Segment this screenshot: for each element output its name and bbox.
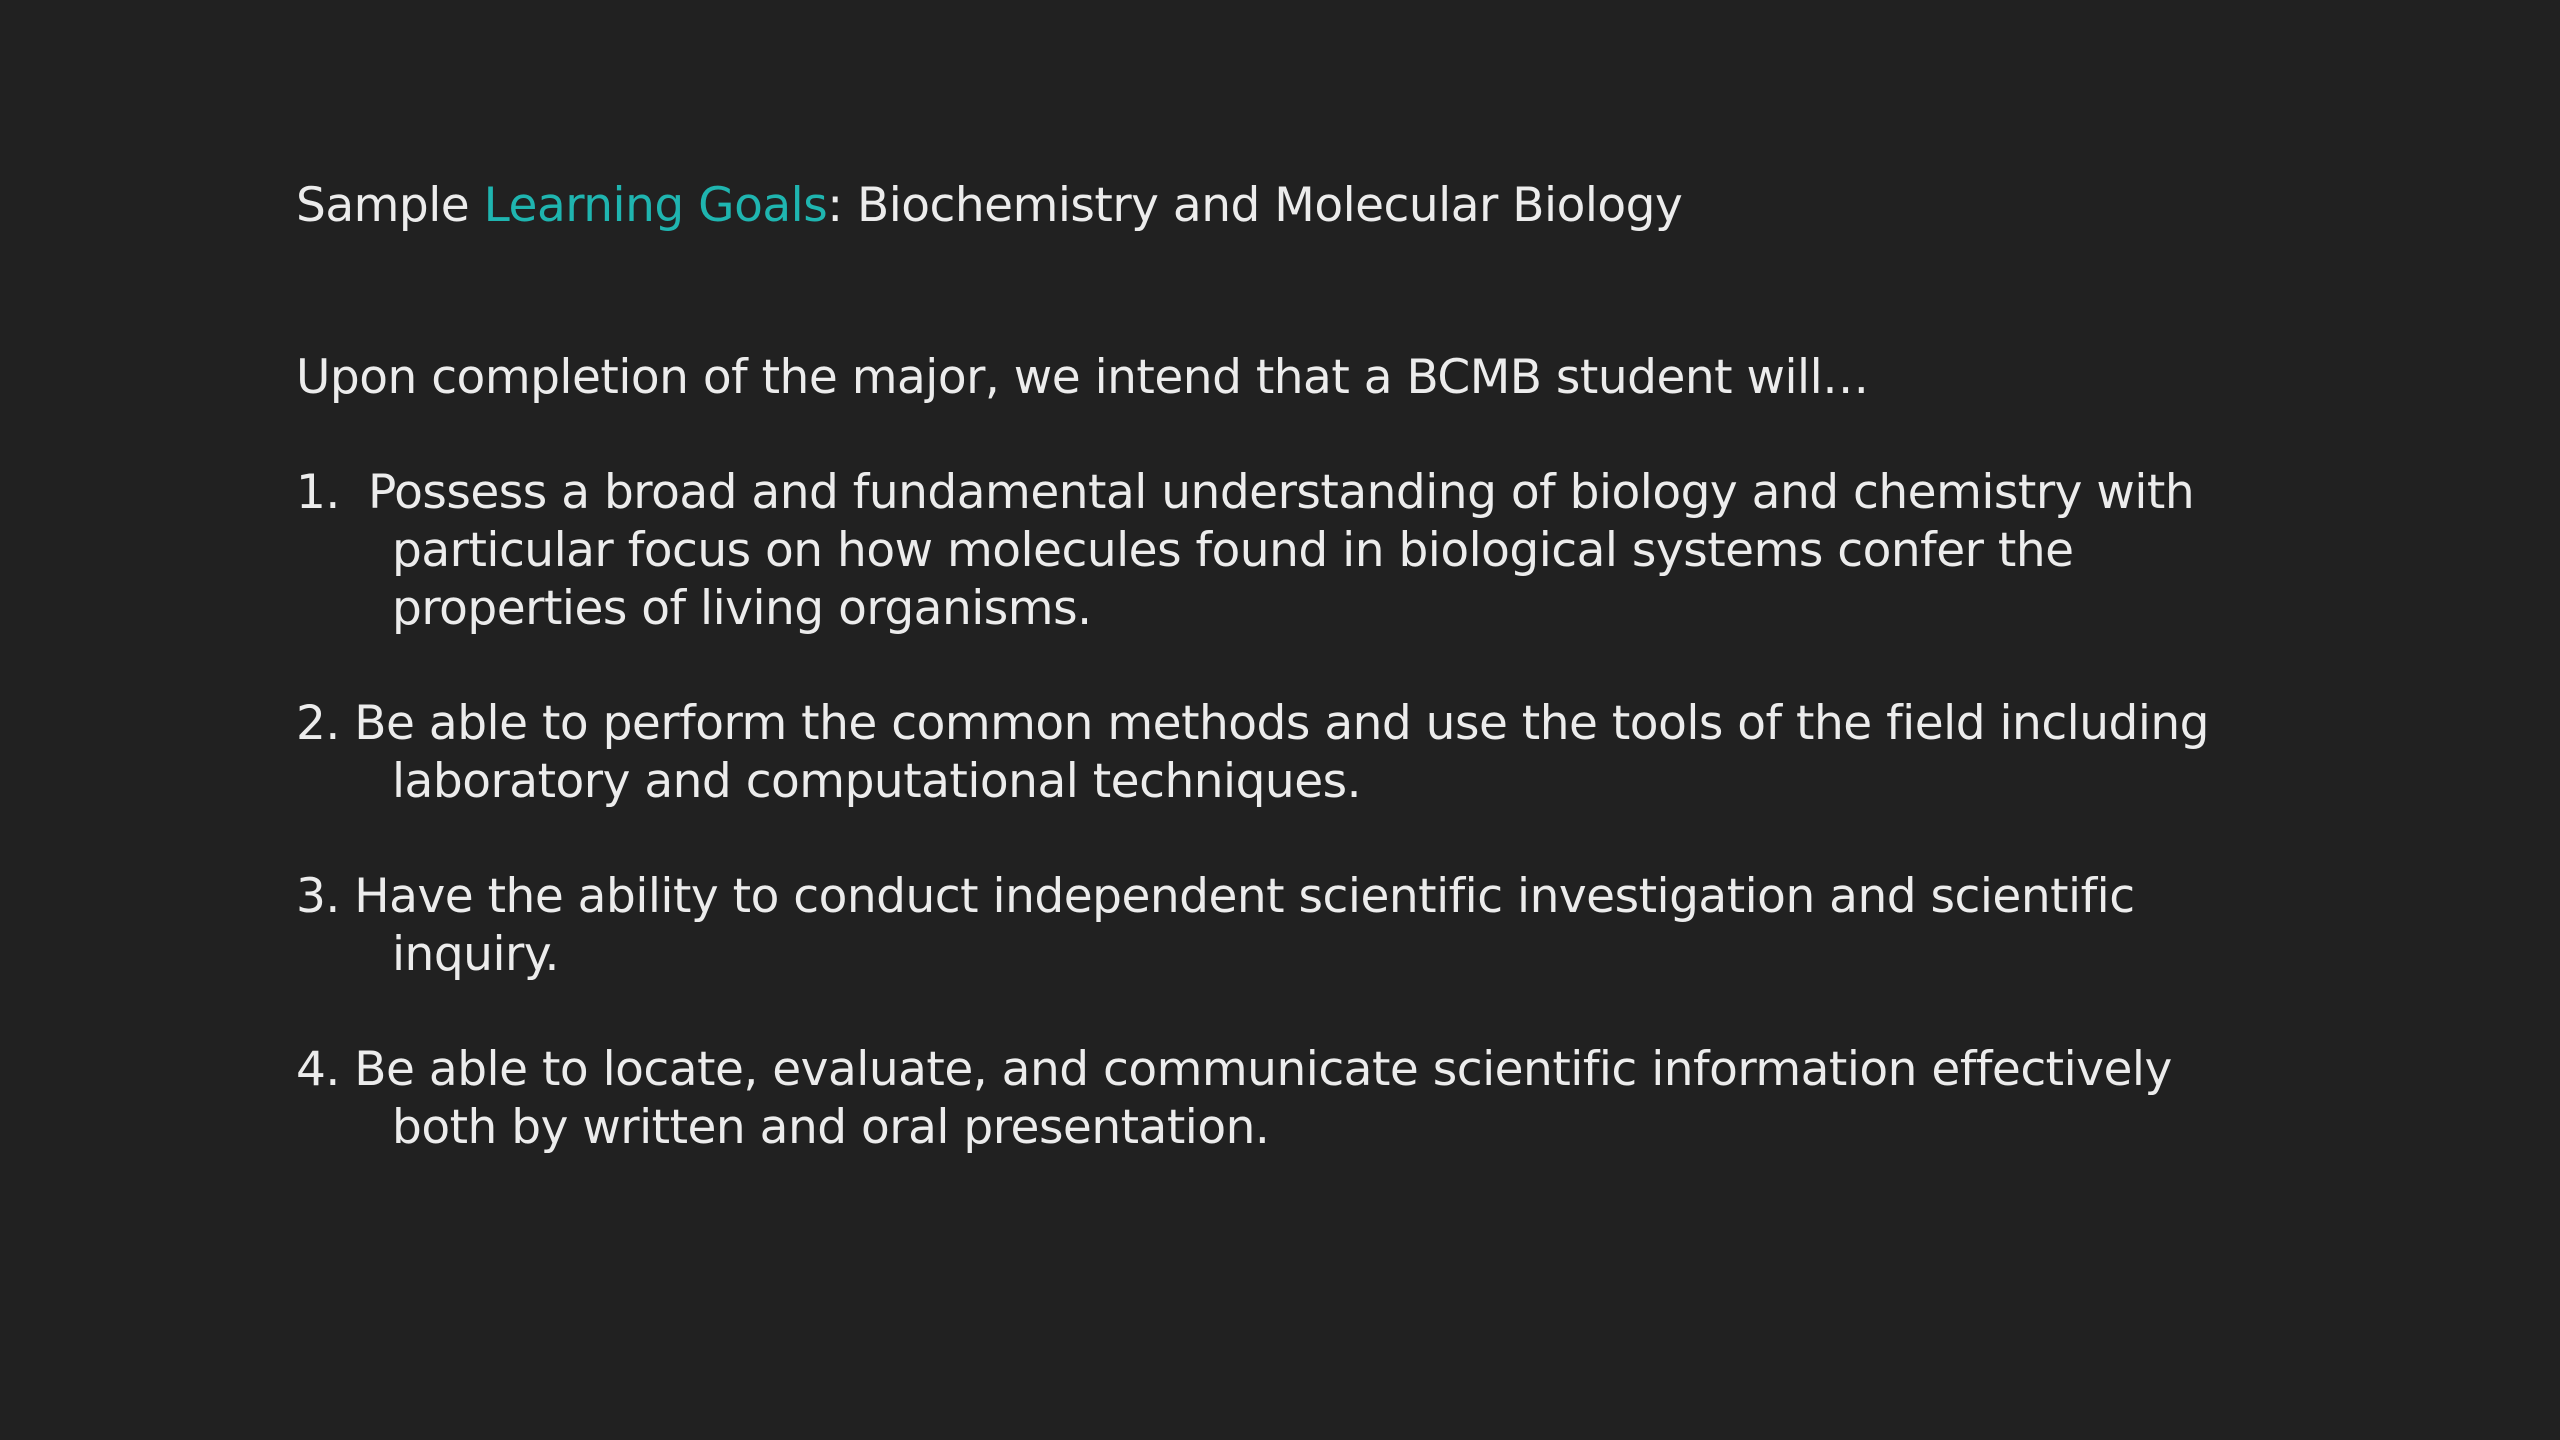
goal-text: properties of living organisms. [392, 581, 1092, 636]
goal-number: 2. [296, 696, 340, 751]
goal-number: 3. [296, 869, 340, 924]
goal-number: 4. [296, 1042, 340, 1097]
goal-line [296, 868, 2276, 926]
goal-text: inquiry. [392, 927, 559, 982]
title-prefix: Sample [296, 178, 484, 233]
title-accent: Learning Goals [483, 178, 828, 233]
goal-line [296, 464, 2276, 522]
goal-text: Possess a broad and fundamental understanding of biology and chemistry with [368, 465, 2195, 520]
goal-number: 1. [296, 465, 340, 520]
goal-text: Be able to perform the common methods and use the tools of the field including [354, 696, 2210, 751]
goal-line [296, 1041, 2276, 1099]
goal-item-2 [296, 695, 2276, 811]
intro-text: Upon completion of the major, we intend that a BCMB student will… [296, 350, 1869, 405]
goal-text: laboratory and computational techniques. [392, 754, 1362, 809]
goal-item-4 [296, 1041, 2276, 1157]
goal-item-1 [296, 464, 2276, 638]
goal-item-3 [296, 868, 2276, 984]
goal-text: particular focus on how molecules found in biological systems confer the [392, 523, 2074, 578]
goal-text: Have the ability to conduct independent scientific investigation and scientific [354, 869, 2135, 924]
goal-text: Be able to locate, evaluate, and communicate scientific information effectively [354, 1042, 2172, 1097]
goal-line [296, 695, 2276, 753]
slide-title [296, 172, 1682, 240]
title-suffix: : Biochemistry and Molecular Biology [827, 178, 1683, 233]
goal-text: both by written and oral presentation. [392, 1100, 1270, 1155]
